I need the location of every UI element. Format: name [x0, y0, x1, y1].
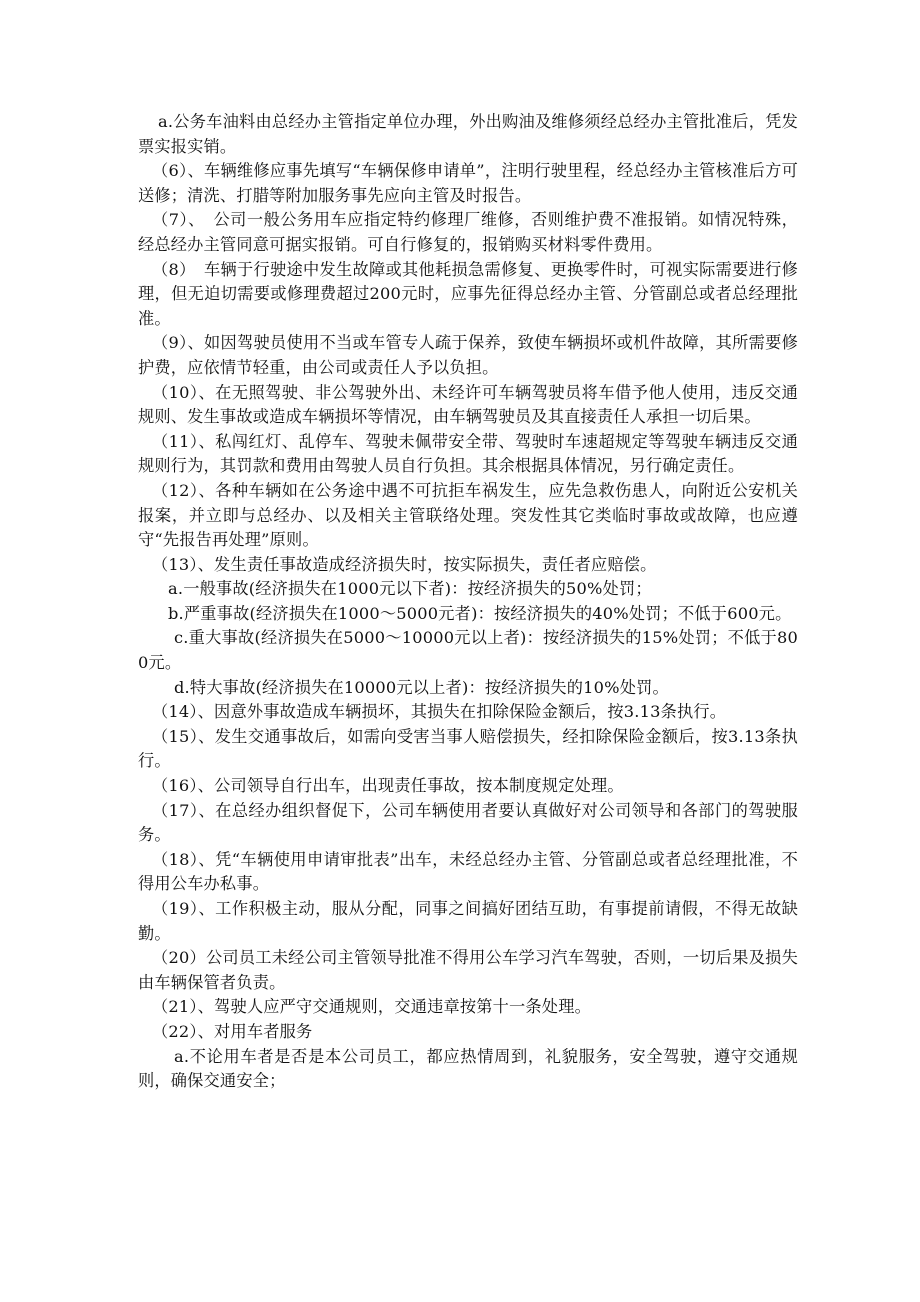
paragraph: （11）、私闯红灯、乱停车、驾驶未佩带安全带、驾驶时车速超规定等驾驶车辆违反交通规则行为，其罚款和费用由驾驶人员自行负担。其余根据具体情况，另行确定责任。 — [138, 431, 798, 476]
paragraph: a.一般事故(经济损失在1000元以下者)：按经济损失的50%处罚； — [168, 579, 652, 599]
paragraph: （14）、因意外事故造成车辆损坏，其损失在扣除保险金额后，按3.13条执行。 — [152, 702, 727, 722]
paragraph: d.特大事故(经济损失在10000元以上者)：按经济损失的10%处罚。 — [174, 677, 669, 697]
paragraph: a.不论用车者是否是本公司员工，都应热情周到，礼貌服务，安全驾驶，遵守交通规则，确保交通安全； — [138, 1046, 798, 1091]
paragraph: （12）、各种车辆如在公务途中遇不可抗拒车祸发生，应先急救伤患人，向附近公安机关报案，并立即与总经办、以及相关主管联络处理。突发性其它类临时事故或故障，也应遵守“先报告再处理”原则。 — [138, 480, 798, 550]
paragraph: （18）、凭“车辆使用申请审批表”出车，未经总经办主管、分管副总或者总经理批准，不得用公车办私事。 — [138, 849, 798, 894]
paragraph: a.公务车油料由总经办主管指定单位办理，外出购油及维修须经总经办主管批准后，凭发票实报实销。 — [138, 112, 798, 156]
paragraph: （10）、在无照驾驶、非公驾驶外出、未经许可车辆驾驶员将车借予他人使用，违反交通规则、发生事故或造成车辆损坏等情况，由车辆驾驶员及其直接责任人承担一切后果。 — [138, 382, 798, 427]
paragraph: （17）、在总经办组织督促下，公司车辆使用者要认真做好对公司领导和各部门的驾驶服务。 — [138, 800, 798, 845]
paragraph: （7）、 公司一般公务用车应指定特约修理厂维修，否则维护费不准报销。如情况特殊，经总经办主管同意可据实报销。可自行修复的，报销购买材料零件费用。 — [138, 210, 798, 254]
paragraph: （19）、工作积极主动，服从分配，同事之间搞好团结互助，有事提前请假，不得无故缺勤。 — [138, 899, 798, 943]
paragraph: （20）公司员工未经公司主管领导批准不得用公车学习汽车驾驶，否则，一切后果及损失由车辆保管者负责。 — [138, 948, 798, 992]
document-page — [138, 110, 798, 1094]
paragraph: （13）、发生责任事故造成经济损失时，按实际损失，责任者应赔偿。 — [152, 554, 657, 574]
paragraph: （21）、驾驶人应严守交通规则，交通违章按第十一条处理。 — [152, 997, 591, 1017]
paragraph: （15）、发生交通事故后，如需向受害当事人赔偿损失，经扣除保险金额后，按3.13条执行。 — [138, 726, 798, 771]
paragraph: （9）、如因驾驶员使用不当或车管专人疏于保养，致使车辆损坏或机件故障，其所需要修护费，应依情节轻重，由公司或责任人予以负担。 — [138, 333, 798, 377]
paragraph: （6）、车辆维修应事先填写“车辆保修申请单”，注明行驶里程，经总经办主管核准后方可送修；清洗、打腊等附加服务事先应向主管及时报告。 — [138, 161, 798, 205]
paragraph: （16）、公司领导自行出车，出现责任事故，按本制度规定处理。 — [152, 776, 624, 796]
paragraph: c.重大事故(经济损失在5000～10000元以上者)：按经济损失的15%处罚；不低于800元。 — [138, 628, 798, 673]
paragraph: （22）、对用车者服务 — [152, 1021, 313, 1041]
paragraph: （8） 车辆于行驶途中发生故障或其他耗损急需修复、更换零件时，可视实际需要进行修理，但无迫切需要或修理费超过200元时，应事先征得总经办主管、分管副总或者总经理批准。 — [138, 259, 798, 328]
paragraph: b.严重事故(经济损失在1000～5000元者)：按经济损失的40%处罚；不低于600元。 — [168, 603, 792, 623]
